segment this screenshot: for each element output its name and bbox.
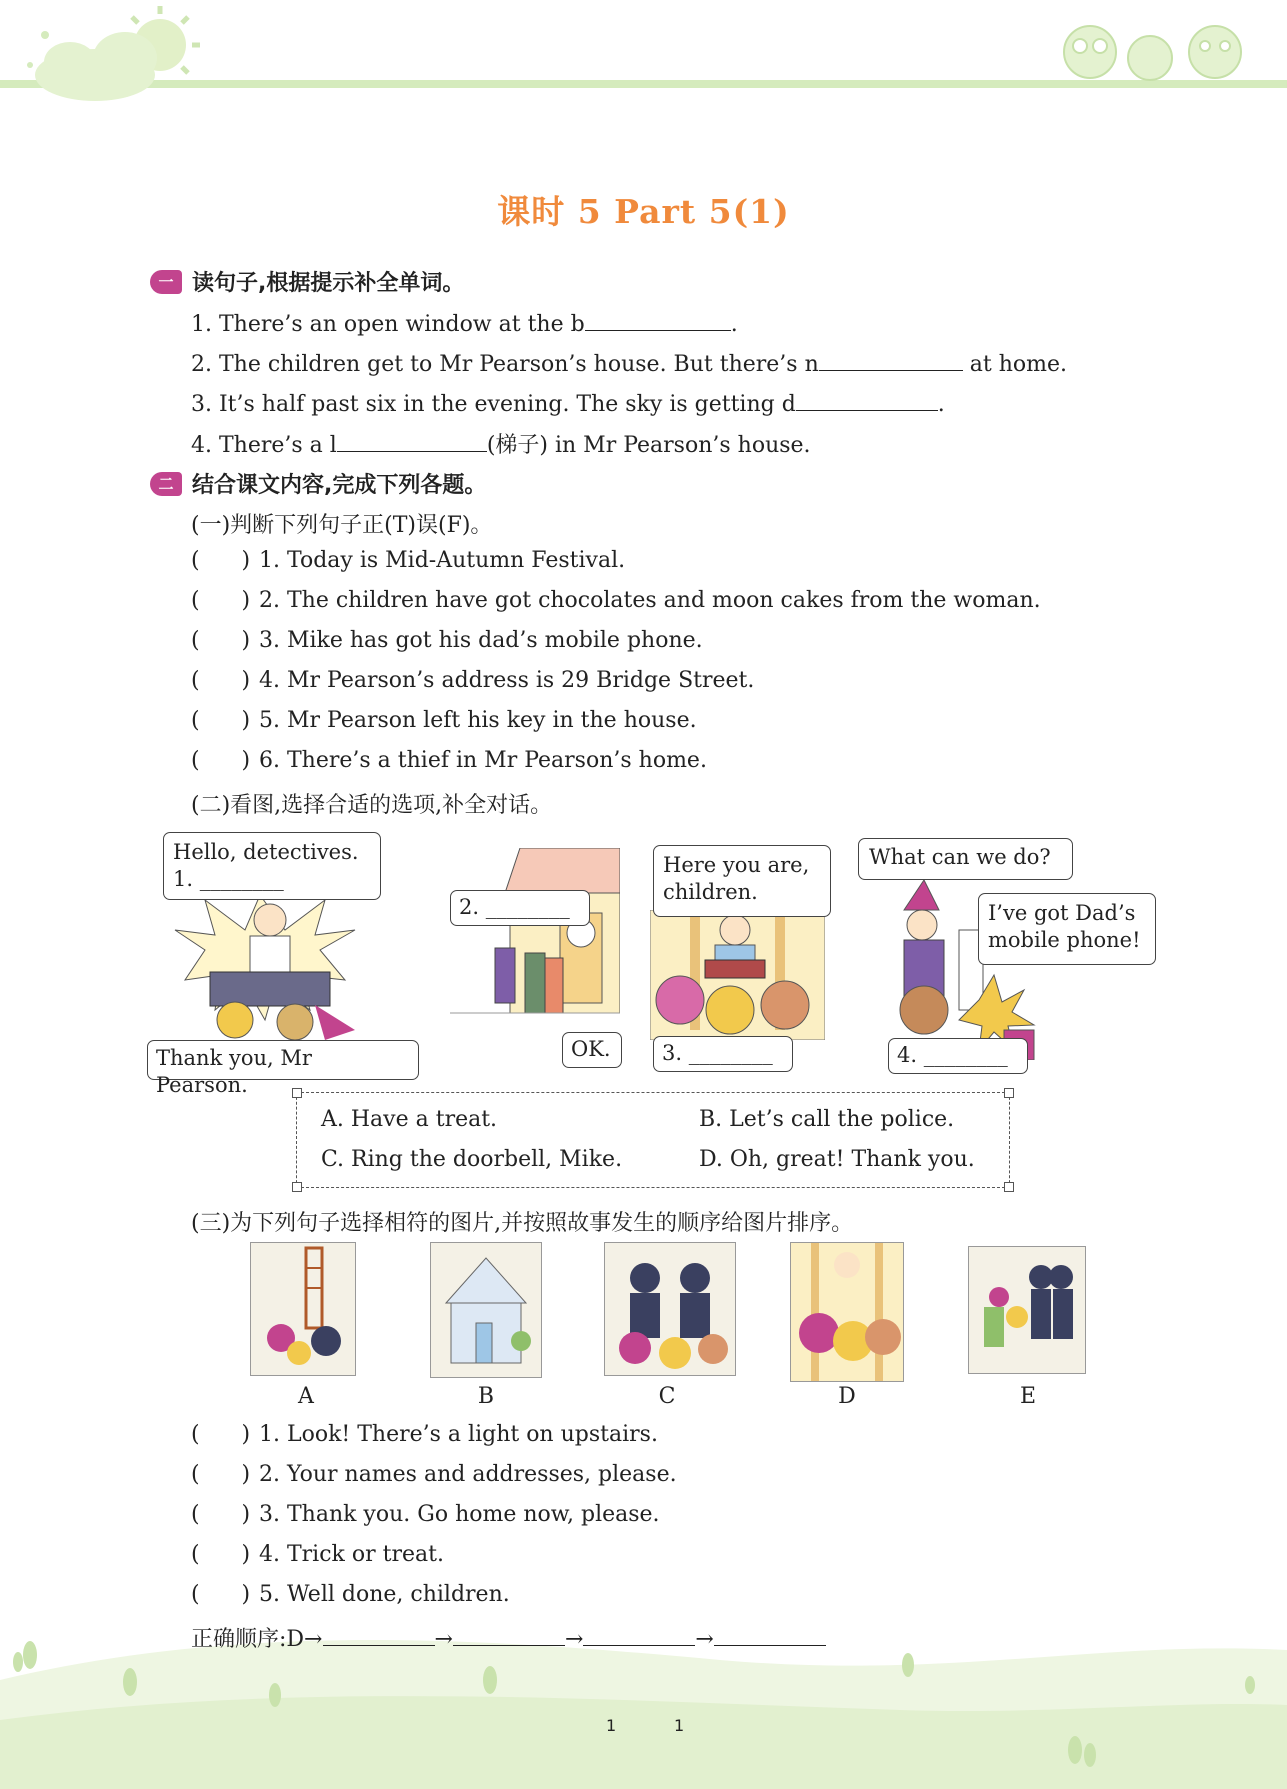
answer-bracket[interactable]: ( ) xyxy=(191,588,251,613)
tf-item-6 xyxy=(191,748,707,773)
fill-item-4-end: (梯子) in Mr Pearson’s house. xyxy=(486,433,811,458)
bubble-text[interactable]: 1. ________ xyxy=(173,867,284,892)
picture-e-label: E xyxy=(1019,1384,1037,1409)
answer-bracket[interactable]: ( ) xyxy=(191,1422,251,1447)
picture-c xyxy=(604,1242,736,1376)
tf-item-text: 6. There’s a thief in Mr Pearson’s home. xyxy=(259,748,707,773)
section-2-instruction: 结合课文内容,完成下列各题。 xyxy=(192,473,487,498)
speech-bubble-1-bottom: Thank you, Mr Pearson. xyxy=(147,1040,419,1080)
picture-d xyxy=(790,1242,904,1382)
picture-e xyxy=(968,1246,1086,1374)
cartoon-animals-icon xyxy=(1064,26,1241,80)
bubble-text: Hello, detectives. xyxy=(173,840,359,864)
page-title: 课时 5 Part 5(1) xyxy=(497,192,790,231)
part-3-title: (三)为下列句子选择相符的图片,并按照故事发生的顺序给图片排序。 xyxy=(191,1211,854,1236)
comic-panel-3-illustration xyxy=(650,910,825,1040)
match-item-4 xyxy=(191,1542,444,1567)
fill-blank-3[interactable] xyxy=(796,388,938,411)
part-2-title: (二)看图,选择合适的选项,补全对话。 xyxy=(191,793,553,818)
answer-bracket[interactable]: ( ) xyxy=(191,748,251,773)
match-item-2 xyxy=(191,1462,677,1487)
options-box xyxy=(296,1092,1010,1188)
picture-b-label: B xyxy=(477,1384,495,1409)
option-a: A. Have a treat. xyxy=(321,1107,498,1132)
answer-bracket[interactable]: ( ) xyxy=(191,668,251,693)
comic-panel-1-illustration xyxy=(165,890,360,1040)
fill-item-4 xyxy=(191,428,811,459)
speech-bubble-4-bottom[interactable]: 4. ________ xyxy=(888,1038,1028,1074)
comic-panel-2-illustration xyxy=(450,848,620,1040)
fill-item-3-end: . xyxy=(937,392,945,417)
tf-item-text: 5. Mr Pearson left his key in the house. xyxy=(259,708,697,733)
section-1-badge: 一 xyxy=(150,270,182,294)
section-2-badge: 二 xyxy=(150,472,182,496)
arrow-icon: → xyxy=(695,1627,714,1652)
box-corner xyxy=(1004,1088,1014,1098)
fill-blank-4[interactable] xyxy=(337,429,487,452)
header-decoration xyxy=(0,0,1287,110)
arrow-icon: → xyxy=(564,1627,584,1652)
tf-item-5 xyxy=(191,708,697,733)
fill-blank-1[interactable] xyxy=(585,308,731,331)
page-number-right: 1 xyxy=(674,1716,685,1735)
speech-bubble-3-top xyxy=(653,845,831,917)
section-2-heading xyxy=(150,468,486,499)
answer-bracket[interactable]: ( ) xyxy=(191,1542,251,1567)
fill-item-4-text: 4. There’s a l xyxy=(191,433,337,458)
part-1-title: (一)判断下列句子正(T)误(F)。 xyxy=(191,513,493,538)
order-blank-3[interactable] xyxy=(583,1623,695,1646)
tf-item-text: 4. Mr Pearson’s address is 29 Bridge Street. xyxy=(259,668,755,693)
page-number-left: 1 xyxy=(606,1716,617,1735)
order-blank-4[interactable] xyxy=(714,1623,826,1646)
answer-bracket[interactable]: ( ) xyxy=(191,1502,251,1527)
box-corner xyxy=(1004,1182,1014,1192)
answer-bracket[interactable]: ( ) xyxy=(191,1582,251,1607)
speech-bubble-2-bottom: OK. xyxy=(562,1032,622,1068)
speech-bubble-2-top[interactable]: 2. ________ xyxy=(450,890,590,926)
box-corner xyxy=(292,1088,302,1098)
tf-item-text: 2. The children have got chocolates and moon cakes from the woman. xyxy=(259,588,1041,613)
fill-item-1-end: . xyxy=(730,312,738,337)
picture-b xyxy=(430,1242,542,1378)
fill-item-1-text: 1. There’s an open window at the b xyxy=(191,312,585,337)
match-item-text: 1. Look! There’s a light on upstairs. xyxy=(259,1422,658,1447)
picture-a-label: A xyxy=(298,1384,314,1409)
fill-item-2-end: at home. xyxy=(962,352,1067,377)
picture-a xyxy=(250,1242,356,1376)
match-item-3 xyxy=(191,1502,660,1527)
match-item-text: 2. Your names and addresses, please. xyxy=(259,1462,677,1487)
bubble-text: children. xyxy=(663,880,758,905)
picture-d-label: D xyxy=(838,1384,856,1409)
match-item-1 xyxy=(191,1422,658,1447)
fill-blank-2[interactable] xyxy=(819,348,963,371)
tf-item-4 xyxy=(191,668,754,693)
fill-item-3 xyxy=(191,388,945,417)
answer-bracket[interactable]: ( ) xyxy=(191,1462,251,1487)
speech-bubble-4-top: What can we do? xyxy=(858,838,1073,880)
tf-item-2 xyxy=(191,588,1041,613)
section-1-instruction: 读句子,根据提示补全单词。 xyxy=(192,271,465,296)
fill-item-3-text: 3. It’s half past six in the evening. The sky is getting d xyxy=(191,392,796,417)
arrow-icon: → xyxy=(434,1627,453,1652)
tf-item-text: 1. Today is Mid-Autumn Festival. xyxy=(259,548,626,573)
section-1-heading xyxy=(150,266,464,297)
tf-item-1 xyxy=(191,548,625,573)
tf-item-text: 3. Mike has got his dad’s mobile phone. xyxy=(259,628,703,653)
match-item-text: 3. Thank you. Go home now, please. xyxy=(259,1502,660,1527)
bubble-text: I’ve got Dad’s xyxy=(988,901,1136,925)
match-item-text: 4. Trick or treat. xyxy=(259,1542,444,1567)
speech-bubble-3-bottom[interactable]: 3. ________ xyxy=(653,1036,793,1072)
order-line xyxy=(191,1622,826,1653)
order-blank-1[interactable] xyxy=(323,1623,435,1646)
box-corner xyxy=(292,1182,302,1192)
bubble-text: mobile phone! xyxy=(988,928,1141,953)
picture-c-label: C xyxy=(658,1384,676,1409)
match-item-text: 5. Well done, children. xyxy=(259,1582,510,1607)
order-prefix: 正确顺序:D→ xyxy=(191,1627,323,1652)
answer-bracket[interactable]: ( ) xyxy=(191,628,251,653)
bubble-text: Here you are, xyxy=(663,853,810,877)
answer-bracket[interactable]: ( ) xyxy=(191,708,251,733)
cloud-icon xyxy=(35,32,157,101)
speech-bubble-4-middle xyxy=(978,893,1156,965)
fill-item-1 xyxy=(191,308,738,337)
option-c: C. Ring the doorbell, Mike. xyxy=(321,1147,623,1172)
speech-bubble-1-top xyxy=(163,832,381,900)
tf-item-3 xyxy=(191,628,703,653)
order-blank-2[interactable] xyxy=(453,1623,565,1646)
answer-bracket[interactable]: ( ) xyxy=(191,548,251,573)
option-d: D. Oh, great! Thank you. xyxy=(699,1147,975,1172)
option-b: B. Let’s call the police. xyxy=(699,1107,955,1132)
fill-item-2-text: 2. The children get to Mr Pearson’s house. But there’s n xyxy=(191,352,819,377)
fill-item-2 xyxy=(191,348,1067,377)
